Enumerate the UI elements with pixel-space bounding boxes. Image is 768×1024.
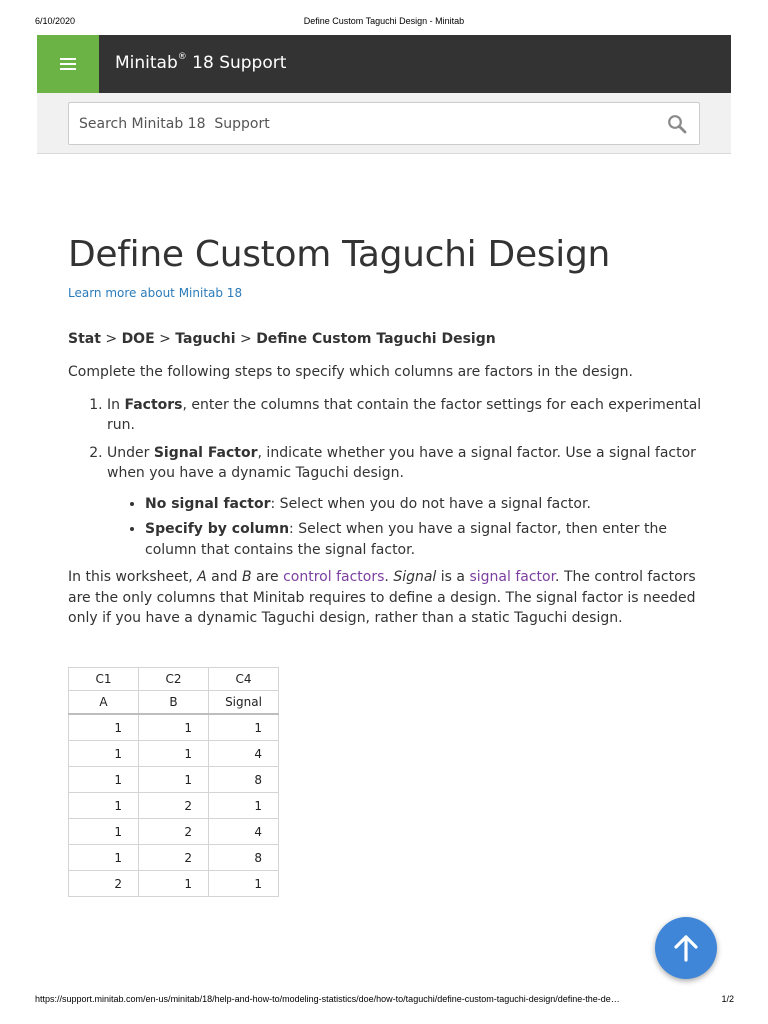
table-cell: 1 <box>69 767 139 793</box>
col-id: C2 <box>139 668 209 691</box>
signal-factor-link[interactable]: signal factor <box>469 569 556 585</box>
search-bar <box>37 93 731 154</box>
menu-button[interactable] <box>37 35 99 93</box>
table-cell: 1 <box>209 793 279 819</box>
col-id: C4 <box>209 668 279 691</box>
table-cell: 1 <box>139 767 209 793</box>
table-cell: 1 <box>209 871 279 897</box>
hamburger-menu-icon <box>60 58 76 70</box>
table-cell: 2 <box>69 871 139 897</box>
table-cell: 1 <box>69 819 139 845</box>
arrow-up-icon <box>672 933 700 963</box>
col-id: C1 <box>69 668 139 691</box>
registered-mark: ® <box>177 52 187 62</box>
scroll-to-top-button[interactable] <box>655 917 717 979</box>
step-factors: 1. In Factors, enter the columns that contain the factor settings for each experimental run. <box>107 395 708 436</box>
site-name: Minitab <box>115 53 178 73</box>
menu-path-doe: DOE <box>121 331 155 347</box>
intro-text: Complete the following steps to specify which columns are factors in the design. <box>68 364 633 380</box>
table-cell: 8 <box>209 767 279 793</box>
worksheet-table <box>68 667 279 897</box>
search-input[interactable] <box>79 103 649 144</box>
column-name-row <box>69 691 279 715</box>
table-cell: 1 <box>139 741 209 767</box>
print-page-number: 1/2 <box>721 994 734 1004</box>
menu-path: Stat > DOE > Taguchi > Define Custom Taguchi Design <box>68 331 496 347</box>
print-date: 6/10/2020 <box>35 16 76 26</box>
table-row <box>69 819 279 845</box>
col-name: B <box>139 691 209 715</box>
table-cell: 2 <box>139 845 209 871</box>
print-header <box>0 16 768 30</box>
site-title[interactable] <box>115 53 286 73</box>
table-cell: 4 <box>209 741 279 767</box>
menu-path-define: Define Custom Taguchi Design <box>256 331 496 347</box>
control-factors-link[interactable]: control factors <box>283 569 385 585</box>
table-cell: 1 <box>69 793 139 819</box>
site-header <box>37 35 731 93</box>
table-cell: 4 <box>209 819 279 845</box>
option-specify-by-column: • Specify by column: Select when you have a signal factor, then enter the column that contains the signal factor. <box>145 519 708 560</box>
table-cell: 2 <box>139 793 209 819</box>
print-url: https://support.minitab.com/en-us/minitab/18/help-and-how-to/modeling-statistics/doe/how-to/taguchi/define-custom-taguchi-design/define-the-de… <box>35 994 620 1004</box>
page-title: Define Custom Taguchi Design <box>68 234 611 275</box>
table-row <box>69 741 279 767</box>
table-cell: 1 <box>139 871 209 897</box>
col-name: A <box>69 691 139 715</box>
steps-list <box>68 395 708 561</box>
table-cell: 2 <box>139 819 209 845</box>
search-icon[interactable] <box>667 114 687 134</box>
table-row <box>69 767 279 793</box>
main-content <box>68 230 708 629</box>
site-suffix: 18 Support <box>186 53 287 73</box>
worksheet-summary: In this worksheet, A and B are control factors. Signal is a signal factor. The control factors are the only columns that Minitab requires to define a design. The signal factor is needed only if you have a dynamic Taguchi design, rather than a static Taguchi design. <box>68 569 696 626</box>
table-cell: 1 <box>209 714 279 741</box>
table-row <box>69 871 279 897</box>
table-cell: 1 <box>69 714 139 741</box>
search-box <box>68 102 700 145</box>
table-cell: 1 <box>69 741 139 767</box>
option-no-signal-factor: • No signal factor: Select when you do not have a signal factor. <box>145 494 708 515</box>
table-row <box>69 714 279 741</box>
step-signal-factor: 2. Under Signal Factor, indicate whether you have a signal factor. Use a signal factor when you have a dynamic Taguchi design. • No signal factor: Select when you do not have a signal factor. • Specify by column: Select when you have a signal factor, then enter the column that contains the signal factor. <box>107 443 708 561</box>
print-doc-title: Define Custom Taguchi Design - Minitab <box>303 16 465 26</box>
table-row <box>69 793 279 819</box>
table-cell: 1 <box>69 845 139 871</box>
table-row <box>69 845 279 871</box>
signal-options-list <box>107 494 708 561</box>
learn-more-link[interactable]: Learn more about Minitab 18 <box>68 286 243 300</box>
table-cell: 8 <box>209 845 279 871</box>
column-id-row <box>69 668 279 691</box>
col-name: Signal <box>209 691 279 715</box>
table-cell: 1 <box>139 714 209 741</box>
print-footer <box>0 994 768 1008</box>
menu-path-stat: Stat <box>68 331 101 347</box>
menu-path-taguchi: Taguchi <box>175 331 236 347</box>
